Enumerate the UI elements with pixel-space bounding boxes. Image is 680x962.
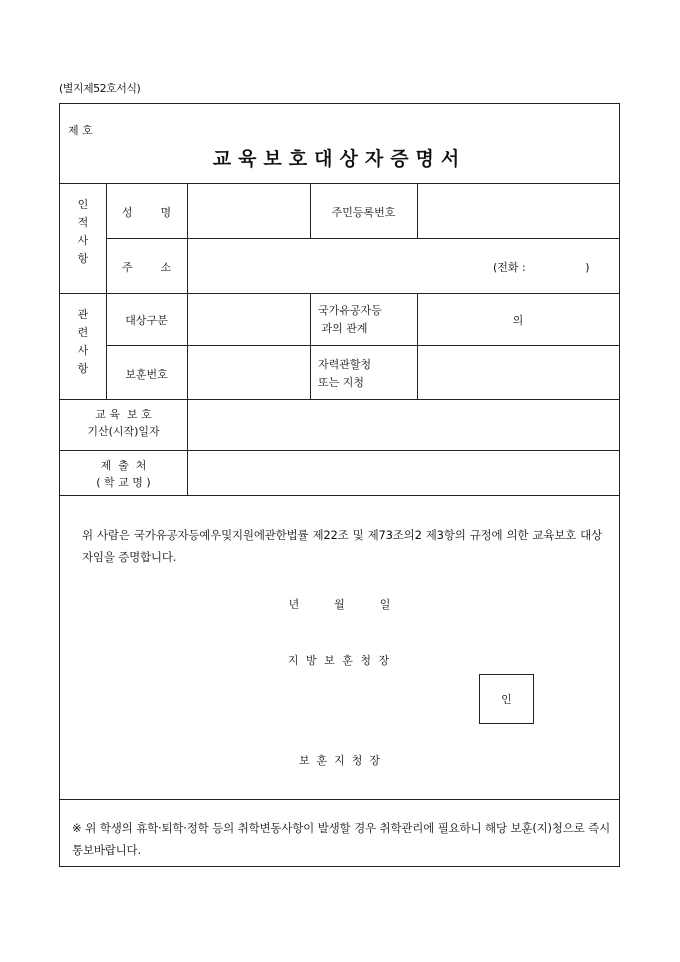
protection-start-date-label: 교 육 보 호 기산(시작)일자: [87, 408, 160, 438]
divider: [60, 293, 619, 294]
document-title: 교육보호대상자증명서: [212, 148, 467, 170]
address-label: 주 소: [121, 261, 172, 274]
regional-office-director: 지 방 보 훈 청 장: [287, 654, 392, 667]
rrn-label: 주민등록번호: [331, 206, 396, 219]
divider: [187, 183, 188, 495]
issue-date-line: 년 월 일: [288, 598, 391, 611]
divider: [60, 183, 619, 184]
seal-box: [479, 674, 534, 724]
certification-statement: 위 사람은 국가유공자등예우및지원에관한법률 제22조 및 제73조의2 제3항의 규정에 의한 교육보호 대상자임을 증명합니다.: [82, 528, 602, 564]
name-label: 성 명: [121, 206, 172, 219]
divider: [60, 799, 619, 800]
divider: [60, 450, 619, 451]
certificate-form: [59, 103, 620, 867]
phone-label: (전화 : ): [493, 261, 590, 274]
target-type-label: 대상구분: [125, 314, 168, 327]
seal-label: 인: [501, 693, 512, 706]
relation-suffix: 의: [512, 314, 524, 327]
jurisdiction-office-label: 자력관할청 또는 지청: [318, 358, 372, 389]
submission-school-label: 제 출 처 ( 학 교 명 ): [96, 459, 151, 489]
veteran-number-label: 보훈번호: [125, 368, 168, 381]
notice-text: ※ 위 학생의 휴학·퇴학·정학 등의 취학변동사항이 발생할 경우 취학관리에 필요하니 해당 보훈(지)청으로 즉시 통보바랍니다.: [72, 821, 610, 857]
divider: [417, 293, 418, 399]
document-number-label: 제 호: [68, 124, 93, 137]
relation-to-veteran-label: 국가유공자등 과의 관계: [318, 304, 382, 335]
divider: [106, 238, 619, 239]
relation-info-group-label: 관 련 사 항: [77, 308, 89, 375]
personal-info-group-label: 인 적 사 항: [77, 198, 89, 265]
divider: [310, 293, 311, 399]
divider: [60, 495, 619, 496]
branch-office-director: 보 훈 지 청 장: [298, 754, 381, 767]
divider: [106, 345, 619, 346]
divider: [60, 399, 619, 400]
form-number-label: (별지제52호서식): [59, 82, 141, 95]
divider: [417, 183, 418, 238]
